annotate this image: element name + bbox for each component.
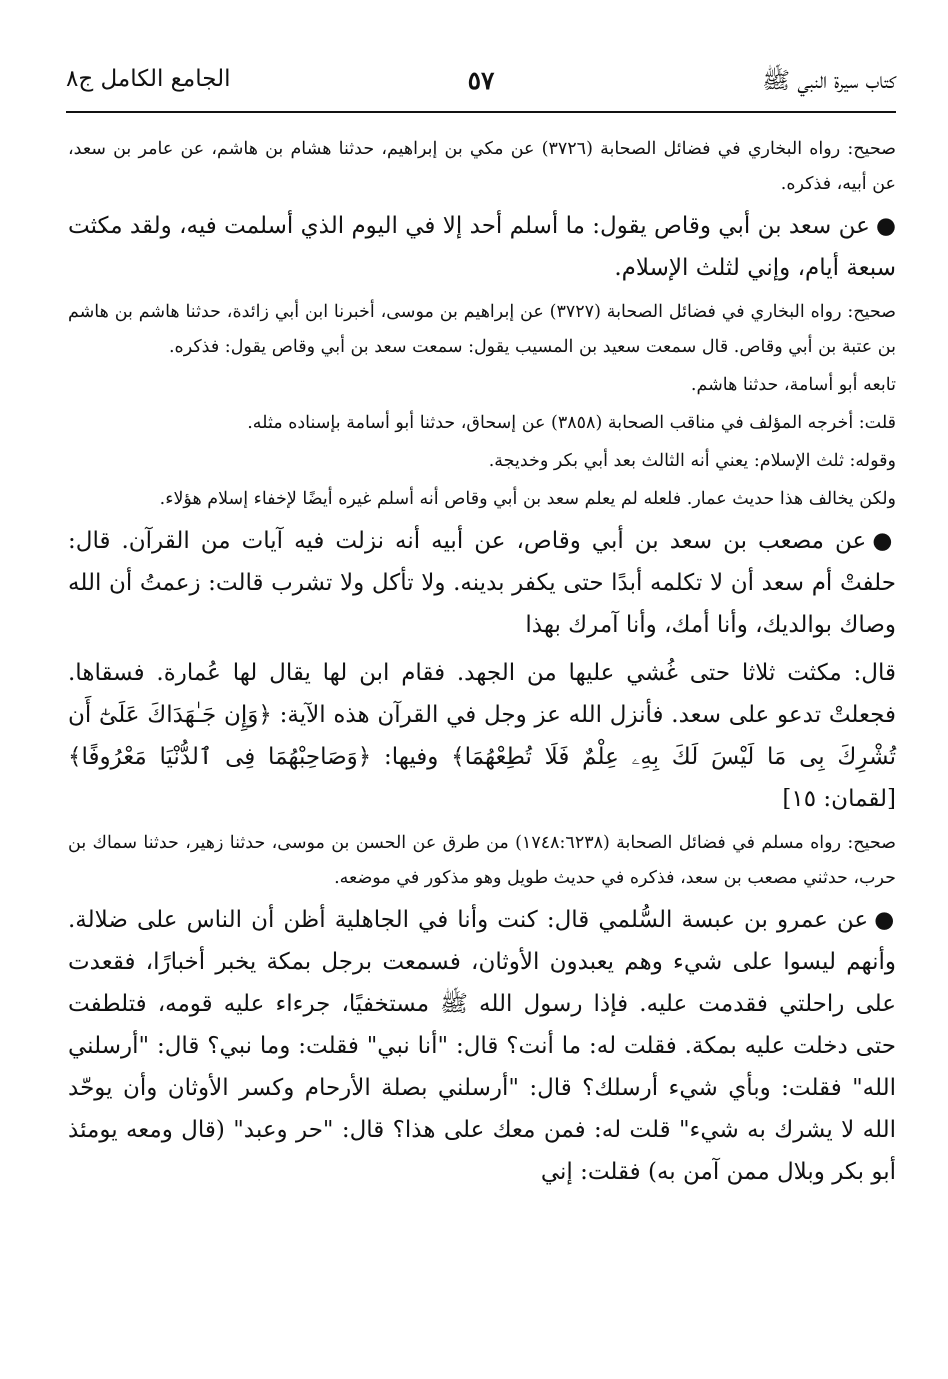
paragraph-text: عن مصعب بن سعد بن أبي وقاص، عن أبيه أنه نزلت فيه آيات من القرآن. قال: حلفتْ أم سعد أن لا تكلمه أبدًا حتى يكفر بدينه. ولا تأكل ولا تشرب قالت: زعمتُ أن الله وصاك بوالديك، وأنا أمك، وأنا آمرك بهذا	[68, 528, 896, 638]
book-volume-title: الجامع الكامل ج٨	[66, 66, 231, 92]
hadith-paragraph	[68, 652, 896, 820]
paragraph-text: ولكن يخالف هذا حديث عمار. فلعله لم يعلم سعد بن أبي وقاص أنه أسلم غيره أيضًا لإخفاء إسلام هؤلاء.	[159, 489, 896, 509]
paragraph-text: صحيح: رواه مسلم في فضائل الصحابة (١٧٤٨:٦٢٣٨) من طرق عن الحسن بن موسى، حدثنا زهير، حدثنا سماك بن حرب، حدثني مصعب بن سعد، فذكره في حديث طويل وهو مذكور في موضعه.	[68, 833, 896, 888]
bullet-icon: ●	[875, 212, 896, 239]
takhrij-paragraph	[68, 368, 896, 403]
paragraph-text: وقوله: ثلث الإسلام: يعني أنه الثالث بعد أبي بكر وخديجة.	[488, 451, 896, 471]
hadith-paragraph	[68, 205, 896, 289]
paragraph-text: قال: مكثت ثلاثا حتى غُشي عليها من الجهد. فقام ابن لها يقال لها عُمارة. فسقاها. فجعلتْ تدعو على سعد. فأنزل الله عز وجل في القرآن هذه الآية: ﴿وَإِن جَـٰهَدَاكَ عَلَىٰٓ أَن تُشْرِكَ بِى مَا لَيْسَ لَكَ بِهِۦ عِلْمٌ فَلَا تُطِعْهُمَا﴾ وفيها: ﴿وَصَاحِبْهُمَا فِى ٱلدُّنْيَا مَعْرُوفًا﴾ [لقمان: ١٥]	[68, 660, 896, 812]
takhrij-paragraph	[68, 826, 896, 896]
header-divider	[66, 111, 896, 113]
page-number: ٥٧	[467, 66, 495, 95]
takhrij-paragraph	[68, 482, 896, 517]
paragraph-text: عن سعد بن أبي وقاص يقول: ما أسلم أحد إلا في اليوم الذي أسلمت فيه، ولقد مكثت سبعة أيام، وإني لثلث الإسلام.	[68, 213, 896, 281]
page-body	[68, 132, 896, 1199]
bullet-icon: ●	[874, 906, 896, 933]
paragraph-text: صحيح: رواه البخاري في فضائل الصحابة (٣٧٢٧) عن إبراهيم بن موسى، أخبرنا ابن أبي زائدة، حدثنا هاشم بن هاشم بن عتبة بن أبي وقاص. قال سمعت سعيد بن المسيب يقول: سمعت سعد بن أبي وقاص يقول: فذكره.	[68, 302, 896, 357]
paragraph-text: قلت: أخرجه المؤلف في مناقب الصحابة (٣٨٥٨) عن إسحاق، حدثنا أبو أسامة بإسناده مثله.	[247, 413, 896, 433]
book-section-title: كتاب سيرة النبي ﷺ	[762, 68, 896, 94]
page-header	[66, 66, 896, 106]
hadith-paragraph	[68, 520, 896, 646]
takhrij-paragraph	[68, 132, 896, 202]
bullet-icon: ●	[872, 527, 896, 554]
paragraph-text: تابعه أبو أسامة، حدثنا هاشم.	[690, 375, 896, 395]
takhrij-paragraph	[68, 406, 896, 441]
takhrij-paragraph	[68, 444, 896, 479]
paragraph-text: عن عمرو بن عبسة السُّلمي قال: كنت وأنا في الجاهلية أظن أن الناس على ضلالة. وأنهم ليسوا على شيء وهم يعبدون الأوثان، فسمعت برجل بمكة يخبر أخبارًا، فقعدت على راحلتي فقدمت عليه. فإذا رسول الله ﷺ مستخفيًا، جرءاء عليه قومه، فتلطفت حتى دخلت عليه بمكة. فقلت له: ما أنت؟ قال: "أنا نبي" فقلت: وما نبي؟ قال: "أرسلني الله" فقلت: وبأي شيء أرسلك؟ قال: "أرسلني بصلة الأرحام وكسر الأوثان وأن يوحّد الله لا يشرك به شيء" قلت له: فمن معك على هذا؟ قال: "حر وعبد" (قال ومعه يومئذ أبو بكر وبلال ممن آمن به) فقلت: إني	[68, 907, 896, 1185]
takhrij-paragraph	[68, 295, 896, 365]
paragraph-text: صحيح: رواه البخاري في فضائل الصحابة (٣٧٢٦) عن مكي بن إبراهيم، حدثنا هشام بن هاشم، عن عامر بن سعد، عن أبيه، فذكره.	[68, 139, 896, 194]
hadith-paragraph	[68, 899, 896, 1193]
